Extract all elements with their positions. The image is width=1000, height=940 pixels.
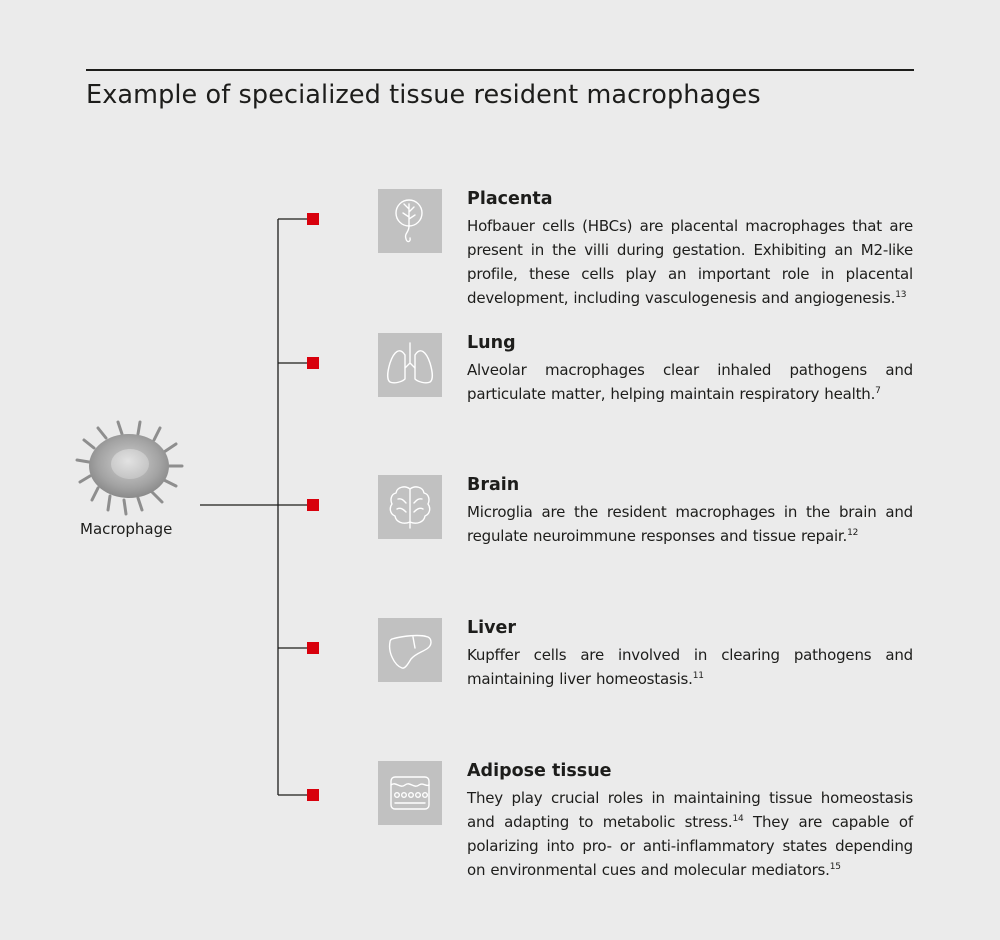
entry-brain	[467, 474, 913, 548]
ref-adipose-1: 14	[732, 814, 744, 824]
entry-title-lung: Lung	[467, 333, 516, 353]
brain-icon	[378, 475, 442, 539]
adipose-tissue-icon	[378, 761, 442, 825]
ref-liver: 11	[692, 671, 704, 681]
entry-liver	[467, 617, 913, 691]
macrophage-label: Macrophage	[80, 520, 173, 538]
entry-desc-lung: Alveolar macrophages clear inhaled pathogens and particulate matter, helping maintain respiratory health.$^7$	[467, 361, 913, 403]
entry-title-brain: Brain	[467, 475, 520, 495]
entry-title-liver: Liver	[467, 618, 517, 638]
entry-desc-adipose: They play crucial roles in maintaining tissue homeostasis and adapting to metabolic stress.$^{14}$ They are capable of polarizing into pro- or anti-inflammatory states depending on environmental cues and molecular mediators.$^{15}$	[467, 789, 913, 879]
ref-lung: 7	[875, 386, 881, 396]
entry-desc-liver: Kupffer cells are involved in clearing pathogens and maintaining liver homeostasis.$^{11}$	[467, 646, 913, 688]
marker-adipose	[307, 789, 319, 801]
liver-icon	[378, 618, 442, 682]
ref-adipose-2: 15	[829, 862, 841, 872]
marker-placenta	[307, 213, 319, 225]
macrophage-cell-icon	[72, 418, 190, 522]
marker-liver	[307, 642, 319, 654]
entry-desc-brain: Microglia are the resident macrophages in the brain and regulate neuroimmune responses and tissue repair.$^{12}$	[467, 503, 913, 545]
page-title: Example of specialized tissue resident macrophages	[86, 80, 761, 110]
entry-adipose	[467, 760, 913, 882]
placenta-icon	[378, 189, 442, 253]
entry-title-adipose: Adipose tissue	[467, 761, 612, 781]
marker-brain	[307, 499, 319, 511]
lungs-icon	[378, 333, 442, 397]
entry-desc-placenta: Hofbauer cells (HBCs) are placental macrophages that are present in the villi during gestation. Exhibiting an M2-like profile, these cells play an important role in placental development, including vasculogenesis and angiogenesis.$^{13}$	[467, 217, 913, 307]
entry-lung	[467, 332, 913, 406]
ref-placenta: 13	[895, 290, 907, 300]
entry-placenta	[467, 188, 913, 310]
ref-brain: 12	[847, 528, 859, 538]
entry-title-placenta: Placenta	[467, 189, 553, 209]
marker-lung	[307, 357, 319, 369]
